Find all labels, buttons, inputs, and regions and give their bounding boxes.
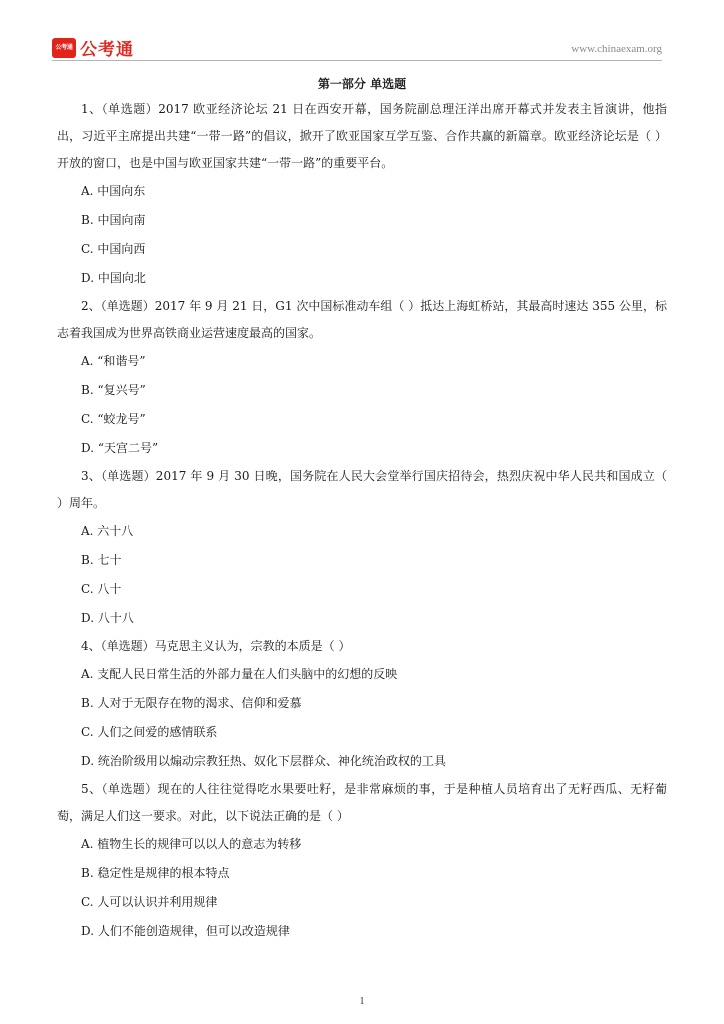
question-stem: 3、（单选题）2017 年 9 月 30 日晚，国务院在人民大会堂举行国庆招待会，热烈庆祝中华人民共和国成立（ ）周年。 [57,469,667,510]
question-stem: 4、（单选题）马克思主义认为，宗教的本质是（ ） [81,639,351,653]
logo-text: 公考通 [80,40,134,60]
document-body [57,72,667,946]
logo-badge-icon: 公考通 [52,38,76,58]
option-a: A. 中国向东 [81,184,146,198]
option-a: A. 六十八 [81,524,134,538]
site-url[interactable]: www.chinaexam.org [571,43,662,55]
section-title: 第一部分 单选题 [317,77,407,91]
option-c: C. 人们之间爱的感情联系 [81,725,218,739]
page-header [52,33,662,59]
option-b: B. 七十 [81,553,122,567]
question-1 [57,96,667,293]
option-c: C. 人可以认识并利用规律 [81,895,218,909]
question-3 [57,463,667,633]
question-stem: 1、（单选题）2017 欧亚经济论坛 21 日在西安开幕，国务院副总理汪洋出席开幕式并发表主旨演讲，他指出，习近平主席提出共建“一带一路”的倡议，掀开了欧亚国家互学互鉴、合作共赢的新篇章。欧亚经济论坛是（ ）开放的窗口，也是中国与欧亚国家共建“一带一路”的重要平台。 [57,102,667,170]
question-stem: 2、（单选题）2017 年 9 月 21 日，G1 次中国标准动车组（ ）抵达上海虹桥站，其最高时速达 355 公里，标志着我国成为世界高铁商业运营速度最高的国家。 [57,299,667,340]
brand-logo[interactable] [52,35,134,60]
option-d: D. “天宫二号” [81,441,159,455]
page-number: 1 [359,996,365,1007]
option-d: D. 八十八 [81,611,134,625]
option-a: A. 植物生长的规律可以以人的意志为转移 [81,837,302,851]
option-b: B. 中国向南 [81,213,146,227]
option-b: B. 人对于无限存在物的渴求、信仰和爱慕 [81,696,302,710]
header-divider [52,60,662,61]
option-b: B. 稳定性是规律的根本特点 [81,866,230,880]
option-d: D. 中国向北 [81,271,146,285]
option-c: C. 中国向西 [81,242,146,256]
option-d: D. 人们不能创造规律，但可以改造规律 [81,924,290,938]
question-2 [57,293,667,463]
question-stem: 5、（单选题）现在的人往往觉得吃水果要吐籽，是非常麻烦的事，于是种植人员培育出了无籽西瓜、无籽葡萄，满足人们这一要求。对此，以下说法正确的是（ ） [57,782,667,823]
option-a: A. 支配人民日常生活的外部力量在人们头脑中的幻想的反映 [81,667,398,681]
option-b: B. “复兴号” [81,383,146,397]
question-4 [57,633,667,776]
option-a: A. “和谐号” [81,354,146,368]
option-c: C. 八十 [81,582,122,596]
question-5 [57,776,667,946]
option-d: D. 统治阶级用以煽动宗教狂热、奴化下层群众、神化统治政权的工具 [81,754,446,768]
option-c: C. “蛟龙号” [81,412,146,426]
